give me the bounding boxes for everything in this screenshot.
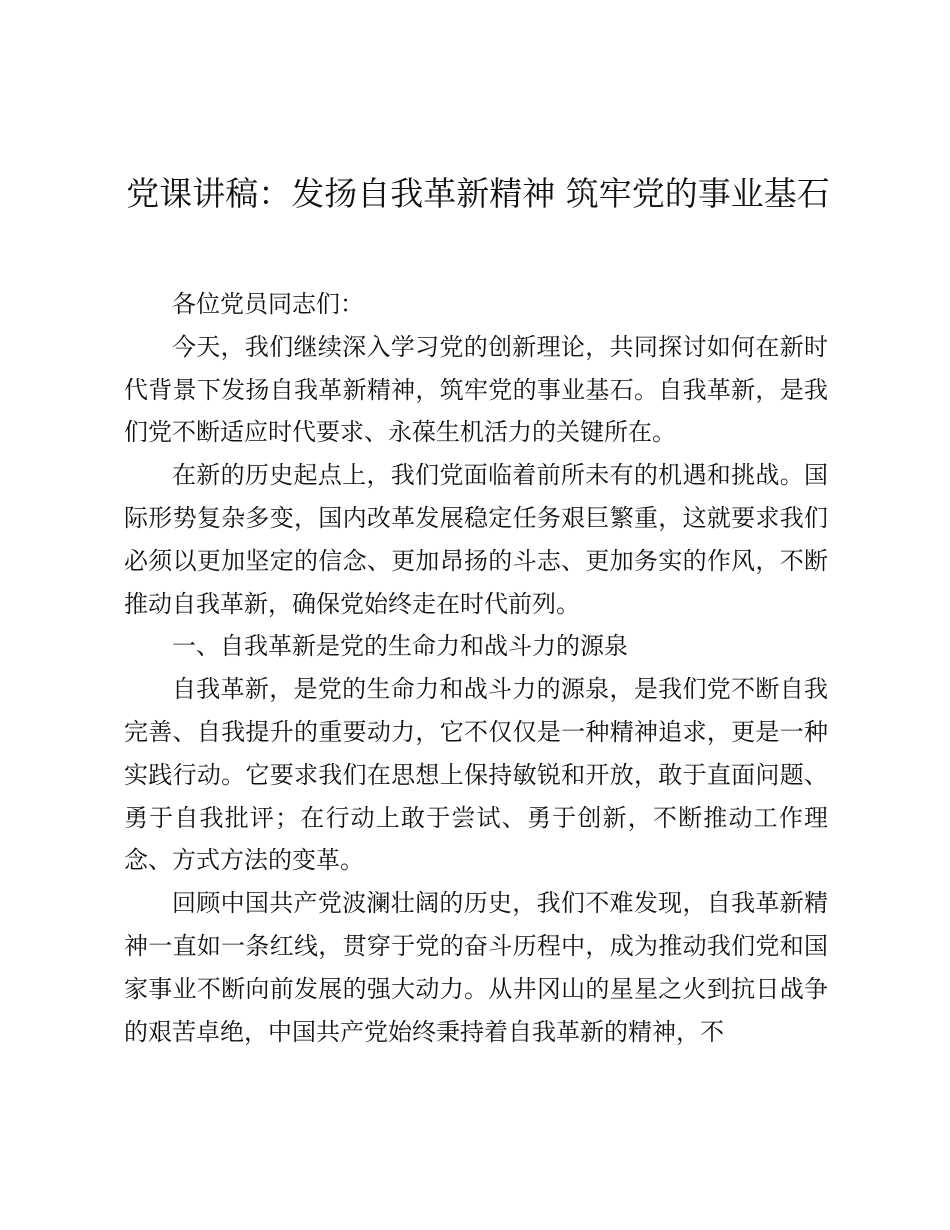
section-heading: 一、自我革新是党的生命力和战斗力的源泉 [172,632,628,661]
body-paragraph: 回顾中国共产党波澜壮阔的历史，我们不难发现，自我革新精神一直如一条红线，贯穿于党的奋斗历程中，成为推动我们党和国家事业不断向前发展的强大动力。从井冈山的星星之火到抗日战争的艰苦卓绝，中国共产党始终秉持着自我革新的精神，不 [124,889,828,1046]
salutation-paragraph: 各位党员同志们： [172,290,364,318]
body-paragraph: 今天，我们继续深入学习党的创新理论，共同探讨如何在新时代背景下发扬自我革新精神，筑牢党的事业基石。自我革新，是我们党不断适应时代要求、永葆生机活力的关键所在。 [124,332,828,447]
document-title: 党课讲稿：发扬自我革新精神 筑牢党的事业基石 [126,174,830,213]
body-paragraph: 在新的历史起点上，我们党面临着前所未有的机遇和挑战。国际形势复杂多变，国内改革发展稳定任务艰巨繁重，这就要求我们必须以更加坚定的信念、更加昂扬的斗志、更加务实的作风，不断推动自我革新，确保党始终走在时代前列。 [124,461,828,618]
body-paragraph: 自我革新，是党的生命力和战斗力的源泉，是我们党不断自我完善、自我提升的重要动力，它不仅仅是一种精神追求，更是一种实践行动。它要求我们在思想上保持敏锐和开放，敢于直面问题、勇于自我批评；在行动上敢于尝试、勇于创新，不断推动工作理念、方式方法的变革。 [124,675,828,875]
document-body [124,283,828,1053]
